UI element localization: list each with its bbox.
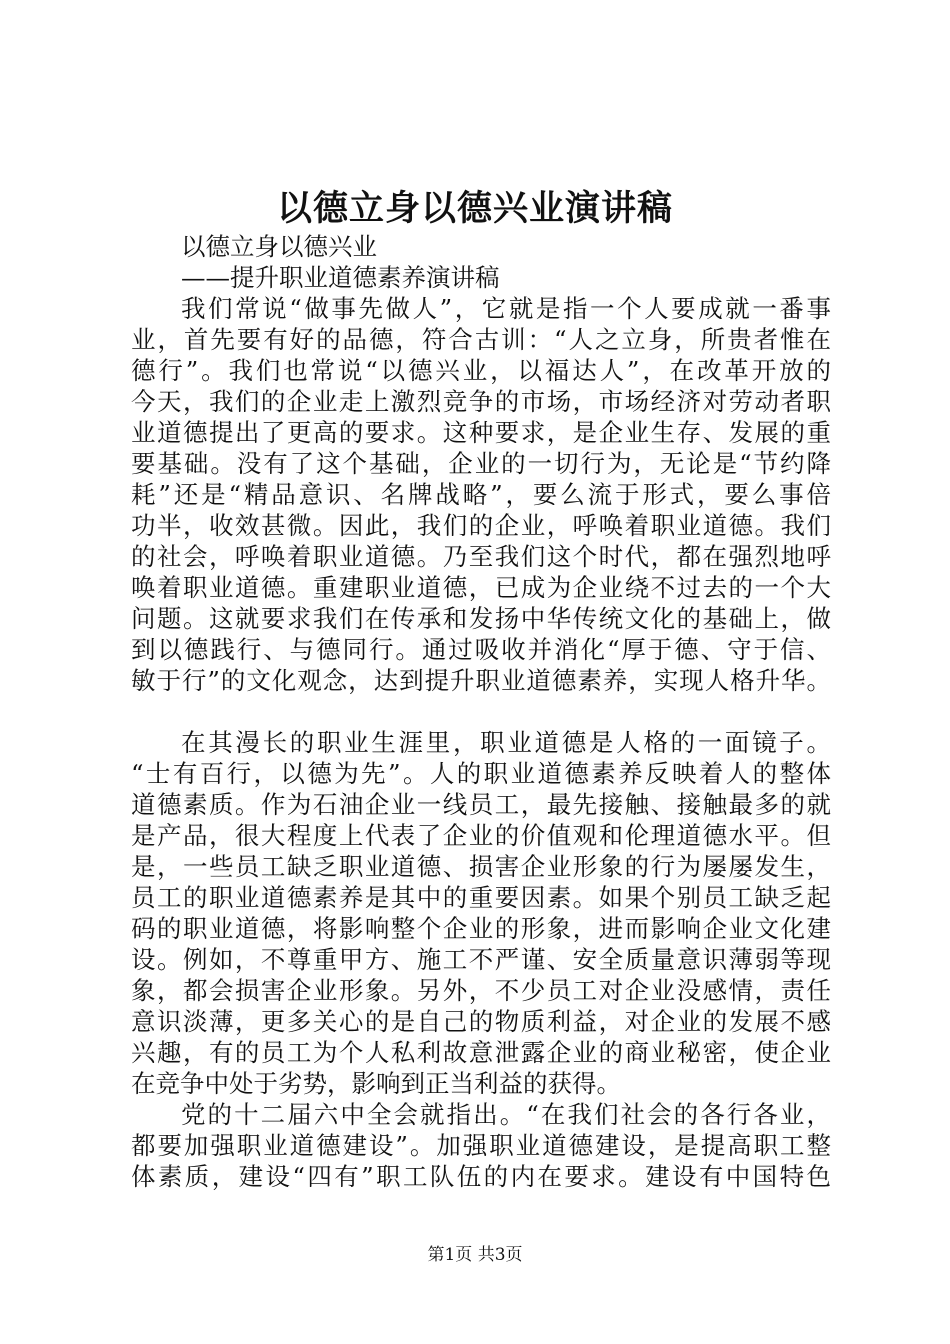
paragraph-line: 到以德践行、与德同行。通过吸收并消化“厚于德、守于信、 bbox=[131, 635, 831, 664]
paragraph-line: 业，首先要有好的品德，符合古训：“人之立身，所贵者惟在 bbox=[131, 325, 831, 354]
paragraph-line: “士有百行，以德为先”。人的职业道德素养反映着人的整体 bbox=[131, 759, 831, 788]
paragraph-line: 兴趣，有的员工为个人私利故意泄露企业的商业秘密，使企业 bbox=[131, 1038, 831, 1067]
paragraph-line: 的社会，呼唤着职业道德。乃至我们这个时代，都在强烈地呼 bbox=[131, 542, 831, 571]
subtitle-line: ——提升职业道德素养演讲稿 bbox=[181, 263, 500, 292]
paragraph-line: 道德素质。作为石油企业一线员工，最先接触、接触最多的就 bbox=[131, 790, 831, 819]
paragraph-gap bbox=[131, 696, 831, 727]
paragraph-line: 业道德提出了更高的要求。这种要求，是企业生存、发展的重 bbox=[131, 418, 831, 447]
subtitle-line: 以德立身以德兴业 bbox=[181, 232, 377, 261]
paragraph-line: 是产品，很大程度上代表了企业的价值观和伦理道德水平。但 bbox=[131, 821, 831, 850]
paragraph-line: 在其漫长的职业生涯里，职业道德是人格的一面镜子。 bbox=[181, 728, 831, 757]
paragraph-line: 员工的职业道德素养是其中的重要因素。如果个别员工缺乏起 bbox=[131, 883, 831, 912]
paragraph-line: 德行”。我们也常说“以德兴业，以福达人”，在改革开放的 bbox=[131, 356, 831, 385]
paragraph-line: 码的职业道德，将影响整个企业的形象，进而影响企业文化建 bbox=[131, 914, 831, 943]
paragraph-line: 功半，收效甚微。因此，我们的企业，呼唤着职业道德。我们 bbox=[131, 511, 831, 540]
document-body bbox=[131, 231, 831, 1192]
paragraph-line: 在竞争中处于劣势，影响到正当利益的获得。 bbox=[131, 1069, 621, 1098]
paragraph-line: 都要加强职业道德建设”。加强职业道德建设，是提高职工整 bbox=[131, 1131, 831, 1160]
paragraph-line: 要基础。没有了这个基础，企业的一切行为，无论是“节约降 bbox=[131, 449, 831, 478]
paragraph-line: 唤着职业道德。重建职业道德，已成为企业绕不过去的一个大 bbox=[131, 573, 831, 602]
document-title: 以德立身以德兴业演讲稿 bbox=[276, 188, 673, 229]
paragraph-line: 设。例如，不尊重甲方、施工不严谨、安全质量意识薄弱等现 bbox=[131, 945, 831, 974]
paragraph-line: 耗”还是“精品意识、名牌战略”，要么流于形式，要么事倍 bbox=[131, 480, 831, 509]
paragraph-line: 党的十二届六中全会就指出。“在我们社会的各行各业， bbox=[181, 1100, 831, 1129]
paragraph-line: 今天，我们的企业走上激烈竞争的市场，市场经济对劳动者职 bbox=[131, 387, 831, 416]
paragraph-line: 意识淡薄，更多关心的是自己的物质利益，对企业的发展不感 bbox=[131, 1007, 831, 1036]
paragraph-line: 敏于行”的文化观念，达到提升职业道德素养，实现人格升华。 bbox=[131, 666, 831, 695]
paragraph-line: 象，都会损害企业形象。另外，不少员工对企业没感情，责任 bbox=[131, 976, 831, 1005]
paragraph-line: 是，一些员工缺乏职业道德、损害企业形象的行为屡屡发生， bbox=[131, 852, 831, 881]
paragraph-line: 问题。这就要求我们在传承和发扬中华传统文化的基础上，做 bbox=[131, 604, 831, 633]
page-number-footer: 第1页 共3页 bbox=[427, 1245, 523, 1265]
paragraph-line: 体素质，建设“四有”职工队伍的内在要求。建设有中国特色 bbox=[131, 1162, 831, 1191]
paragraph-line: 我们常说“做事先做人”，它就是指一个人要成就一番事 bbox=[181, 294, 831, 323]
